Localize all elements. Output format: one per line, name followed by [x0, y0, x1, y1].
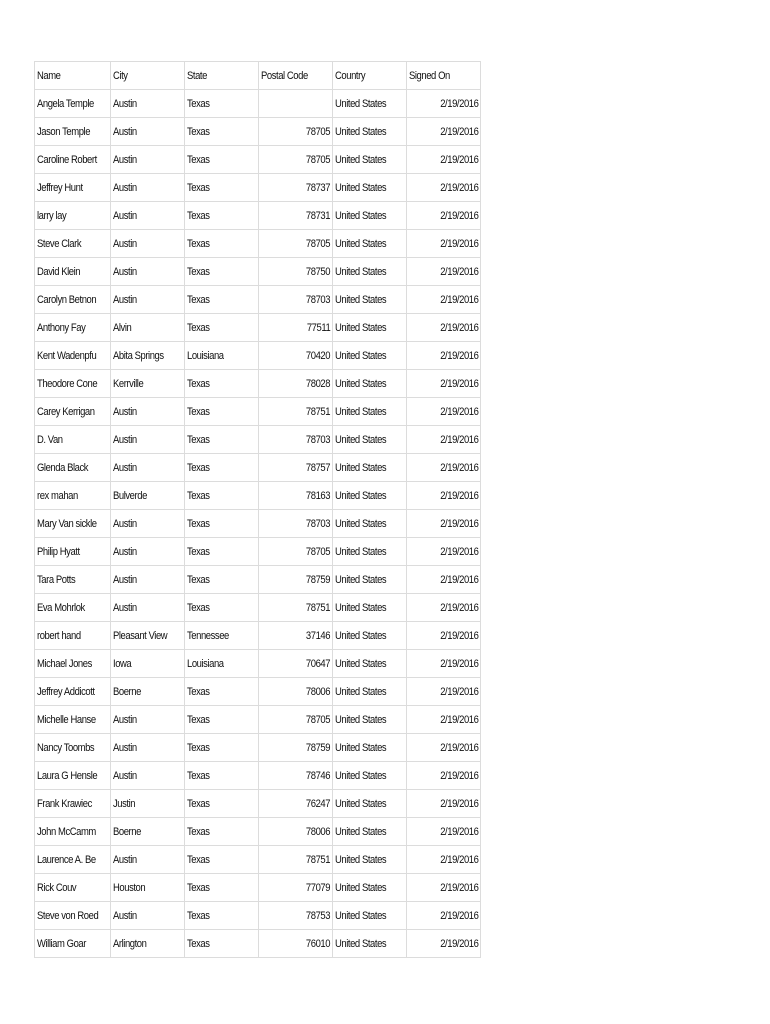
cell-city[interactable]: Austin — [111, 118, 185, 146]
table-row — [35, 930, 481, 958]
column-header-state[interactable]: State — [185, 62, 259, 90]
table-row — [35, 790, 481, 818]
column-header-signed-on[interactable]: Signed On — [407, 62, 481, 90]
cell-country[interactable]: United States — [333, 538, 407, 566]
cell-postal-code[interactable]: 78163 — [259, 482, 333, 510]
cell-country[interactable]: United States — [333, 650, 407, 678]
cell-name[interactable]: Jeffrey Hunt — [35, 174, 111, 202]
cell-country[interactable]: United States — [333, 930, 407, 958]
cell-signed-on[interactable]: 2/19/2016 — [407, 734, 481, 762]
cell-country[interactable]: United States — [333, 174, 407, 202]
table-row — [35, 538, 481, 566]
cell-name[interactable]: Frank Krawiec — [35, 790, 111, 818]
cell-city[interactable]: Austin — [111, 202, 185, 230]
cell-city[interactable]: Kerrville — [111, 370, 185, 398]
cell-state[interactable]: Texas — [185, 482, 259, 510]
cell-city[interactable]: Iowa — [111, 650, 185, 678]
cell-state[interactable]: Texas — [185, 706, 259, 734]
cell-state[interactable]: Texas — [185, 930, 259, 958]
cell-state[interactable]: Texas — [185, 678, 259, 706]
cell-city[interactable]: Austin — [111, 454, 185, 482]
cell-country[interactable]: United States — [333, 678, 407, 706]
cell-signed-on[interactable]: 2/19/2016 — [407, 482, 481, 510]
cell-state[interactable]: Texas — [185, 538, 259, 566]
cell-country[interactable]: United States — [333, 202, 407, 230]
cell-signed-on[interactable]: 2/19/2016 — [407, 902, 481, 930]
cell-country[interactable]: United States — [333, 314, 407, 342]
cell-postal-code[interactable]: 78705 — [259, 230, 333, 258]
cell-signed-on[interactable]: 2/19/2016 — [407, 314, 481, 342]
cell-signed-on[interactable]: 2/19/2016 — [407, 930, 481, 958]
cell-name[interactable]: John McCamm — [35, 818, 111, 846]
cell-country[interactable]: United States — [333, 342, 407, 370]
table-row — [35, 706, 481, 734]
cell-name[interactable]: Jason Temple — [35, 118, 111, 146]
column-header-country[interactable]: Country — [333, 62, 407, 90]
table-row — [35, 566, 481, 594]
cell-name[interactable]: Laurence A. Be — [35, 846, 111, 874]
cell-signed-on[interactable]: 2/19/2016 — [407, 846, 481, 874]
cell-signed-on[interactable]: 2/19/2016 — [407, 90, 481, 118]
cell-postal-code[interactable]: 78746 — [259, 762, 333, 790]
cell-city[interactable]: Boerne — [111, 818, 185, 846]
cell-postal-code[interactable]: 78737 — [259, 174, 333, 202]
cell-signed-on[interactable]: 2/19/2016 — [407, 650, 481, 678]
cell-name[interactable]: Jeffrey Addicott — [35, 678, 111, 706]
cell-signed-on[interactable]: 2/19/2016 — [407, 594, 481, 622]
cell-state[interactable]: Texas — [185, 202, 259, 230]
cell-state[interactable]: Louisiana — [185, 650, 259, 678]
cell-city[interactable]: Houston — [111, 874, 185, 902]
table-row — [35, 734, 481, 762]
cell-name[interactable]: Michael Jones — [35, 650, 111, 678]
cell-postal-code[interactable]: 78006 — [259, 818, 333, 846]
cell-state[interactable]: Texas — [185, 314, 259, 342]
cell-country[interactable]: United States — [333, 566, 407, 594]
table-row — [35, 202, 481, 230]
cell-name[interactable]: Anthony Fay — [35, 314, 111, 342]
cell-postal-code[interactable]: 37146 — [259, 622, 333, 650]
cell-city[interactable]: Bulverde — [111, 482, 185, 510]
cell-name[interactable]: Laura G Hensle — [35, 762, 111, 790]
column-header-city[interactable]: City — [111, 62, 185, 90]
cell-country[interactable]: United States — [333, 706, 407, 734]
cell-state[interactable]: Texas — [185, 454, 259, 482]
cell-state[interactable]: Texas — [185, 818, 259, 846]
cell-state[interactable]: Louisiana — [185, 342, 259, 370]
cell-signed-on[interactable]: 2/19/2016 — [407, 678, 481, 706]
cell-state[interactable]: Texas — [185, 398, 259, 426]
cell-state[interactable]: Texas — [185, 762, 259, 790]
cell-state[interactable]: Texas — [185, 510, 259, 538]
cell-signed-on[interactable]: 2/19/2016 — [407, 174, 481, 202]
cell-city[interactable]: Austin — [111, 846, 185, 874]
cell-state[interactable]: Texas — [185, 230, 259, 258]
cell-city[interactable]: Austin — [111, 426, 185, 454]
cell-postal-code[interactable]: 78703 — [259, 286, 333, 314]
cell-signed-on[interactable]: 2/19/2016 — [407, 230, 481, 258]
cell-state[interactable]: Texas — [185, 146, 259, 174]
cell-state[interactable]: Texas — [185, 790, 259, 818]
cell-postal-code[interactable]: 76010 — [259, 930, 333, 958]
cell-city[interactable]: Austin — [111, 566, 185, 594]
cell-postal-code[interactable]: 77079 — [259, 874, 333, 902]
cell-state[interactable]: Texas — [185, 90, 259, 118]
cell-state[interactable]: Texas — [185, 286, 259, 314]
cell-name[interactable]: rex mahan — [35, 482, 111, 510]
cell-signed-on[interactable]: 2/19/2016 — [407, 146, 481, 174]
table-row — [35, 286, 481, 314]
cell-name[interactable]: Rick Couv — [35, 874, 111, 902]
cell-city[interactable]: Austin — [111, 230, 185, 258]
cell-postal-code[interactable]: 78751 — [259, 594, 333, 622]
cell-state[interactable]: Texas — [185, 902, 259, 930]
table-row — [35, 146, 481, 174]
cell-country[interactable]: United States — [333, 902, 407, 930]
cell-country[interactable]: United States — [333, 426, 407, 454]
cell-name[interactable]: Angela Temple — [35, 90, 111, 118]
cell-name[interactable]: Steve von Roed — [35, 902, 111, 930]
cell-city[interactable]: Abita Springs — [111, 342, 185, 370]
column-header-name[interactable]: Name — [35, 62, 111, 90]
cell-signed-on[interactable]: 2/19/2016 — [407, 426, 481, 454]
spreadsheet-sheet — [34, 61, 481, 958]
cell-name[interactable]: D. Van — [35, 426, 111, 454]
cell-name[interactable]: Kent Wadenpfu — [35, 342, 111, 370]
cell-state[interactable]: Texas — [185, 874, 259, 902]
table-row — [35, 622, 481, 650]
table-row — [35, 174, 481, 202]
cell-postal-code[interactable]: 78705 — [259, 538, 333, 566]
cell-city[interactable]: Austin — [111, 510, 185, 538]
cell-signed-on[interactable]: 2/19/2016 — [407, 454, 481, 482]
cell-country[interactable]: United States — [333, 846, 407, 874]
cell-name[interactable]: Eva Mohrlok — [35, 594, 111, 622]
cell-name[interactable]: Michelle Hanse — [35, 706, 111, 734]
cell-city[interactable]: Austin — [111, 902, 185, 930]
cell-signed-on[interactable]: 2/19/2016 — [407, 118, 481, 146]
cell-postal-code[interactable]: 78703 — [259, 426, 333, 454]
cell-city[interactable]: Austin — [111, 90, 185, 118]
cell-postal-code[interactable]: 76247 — [259, 790, 333, 818]
cell-city[interactable]: Arlington — [111, 930, 185, 958]
cell-signed-on[interactable]: 2/19/2016 — [407, 566, 481, 594]
cell-signed-on[interactable]: 2/19/2016 — [407, 762, 481, 790]
cell-signed-on[interactable]: 2/19/2016 — [407, 510, 481, 538]
cell-country[interactable]: United States — [333, 790, 407, 818]
cell-state[interactable]: Texas — [185, 174, 259, 202]
table-row — [35, 846, 481, 874]
cell-country[interactable]: United States — [333, 594, 407, 622]
cell-city[interactable]: Austin — [111, 174, 185, 202]
cell-name[interactable]: Philip Hyatt — [35, 538, 111, 566]
cell-country[interactable]: United States — [333, 482, 407, 510]
cell-postal-code[interactable]: 78751 — [259, 846, 333, 874]
header-row — [35, 62, 481, 90]
cell-signed-on[interactable]: 2/19/2016 — [407, 202, 481, 230]
cell-country[interactable]: United States — [333, 370, 407, 398]
cell-city[interactable]: Austin — [111, 594, 185, 622]
cell-country[interactable]: United States — [333, 454, 407, 482]
cell-signed-on[interactable]: 2/19/2016 — [407, 258, 481, 286]
cell-signed-on[interactable]: 2/19/2016 — [407, 874, 481, 902]
cell-city[interactable]: Austin — [111, 762, 185, 790]
cell-city[interactable]: Boerne — [111, 678, 185, 706]
cell-postal-code[interactable]: 70420 — [259, 342, 333, 370]
signers-table — [34, 61, 481, 958]
cell-country[interactable]: United States — [333, 286, 407, 314]
cell-country[interactable]: United States — [333, 874, 407, 902]
cell-postal-code[interactable]: 78757 — [259, 454, 333, 482]
cell-country[interactable]: United States — [333, 398, 407, 426]
table-row — [35, 762, 481, 790]
table-row — [35, 342, 481, 370]
cell-country[interactable]: United States — [333, 622, 407, 650]
cell-signed-on[interactable]: 2/19/2016 — [407, 342, 481, 370]
table-row — [35, 370, 481, 398]
cell-city[interactable]: Justin — [111, 790, 185, 818]
cell-name[interactable]: larry lay — [35, 202, 111, 230]
cell-city[interactable]: Austin — [111, 538, 185, 566]
cell-name[interactable]: Glenda Black — [35, 454, 111, 482]
cell-name[interactable]: Theodore Cone — [35, 370, 111, 398]
cell-city[interactable]: Austin — [111, 706, 185, 734]
table-row — [35, 258, 481, 286]
cell-city[interactable]: Alvin — [111, 314, 185, 342]
cell-postal-code[interactable]: 78753 — [259, 902, 333, 930]
cell-country[interactable]: United States — [333, 734, 407, 762]
cell-country[interactable]: United States — [333, 258, 407, 286]
cell-postal-code[interactable]: 78759 — [259, 566, 333, 594]
cell-postal-code[interactable] — [259, 90, 333, 118]
cell-city[interactable]: Austin — [111, 734, 185, 762]
table-row — [35, 454, 481, 482]
table-row — [35, 426, 481, 454]
table-row — [35, 902, 481, 930]
cell-state[interactable]: Texas — [185, 846, 259, 874]
table-row — [35, 230, 481, 258]
cell-state[interactable]: Texas — [185, 594, 259, 622]
cell-name[interactable]: Carey Kerrigan — [35, 398, 111, 426]
cell-state[interactable]: Texas — [185, 566, 259, 594]
cell-country[interactable]: United States — [333, 762, 407, 790]
cell-signed-on[interactable]: 2/19/2016 — [407, 398, 481, 426]
cell-postal-code[interactable]: 78006 — [259, 678, 333, 706]
table-row — [35, 874, 481, 902]
cell-postal-code[interactable]: 78705 — [259, 146, 333, 174]
cell-postal-code[interactable]: 78028 — [259, 370, 333, 398]
table-row — [35, 510, 481, 538]
cell-postal-code[interactable]: 78705 — [259, 706, 333, 734]
cell-postal-code[interactable]: 78750 — [259, 258, 333, 286]
cell-city[interactable]: Pleasant View — [111, 622, 185, 650]
cell-city[interactable]: Austin — [111, 398, 185, 426]
column-header-postal-code[interactable]: Postal Code — [259, 62, 333, 90]
table-row — [35, 678, 481, 706]
cell-country[interactable]: United States — [333, 146, 407, 174]
table-row — [35, 398, 481, 426]
cell-city[interactable]: Austin — [111, 286, 185, 314]
cell-country[interactable]: United States — [333, 118, 407, 146]
cell-postal-code[interactable]: 77511 — [259, 314, 333, 342]
cell-postal-code[interactable]: 70647 — [259, 650, 333, 678]
cell-city[interactable]: Austin — [111, 146, 185, 174]
cell-signed-on[interactable]: 2/19/2016 — [407, 622, 481, 650]
cell-state[interactable]: Texas — [185, 426, 259, 454]
cell-state[interactable]: Texas — [185, 734, 259, 762]
table-row — [35, 482, 481, 510]
cell-country[interactable]: United States — [333, 230, 407, 258]
cell-postal-code[interactable]: 78703 — [259, 510, 333, 538]
cell-name[interactable]: Steve Clark — [35, 230, 111, 258]
cell-name[interactable]: Carolyn Betnon — [35, 286, 111, 314]
cell-country[interactable]: United States — [333, 510, 407, 538]
cell-postal-code[interactable]: 78731 — [259, 202, 333, 230]
cell-country[interactable]: United States — [333, 90, 407, 118]
cell-signed-on[interactable]: 2/19/2016 — [407, 286, 481, 314]
table-row — [35, 118, 481, 146]
cell-name[interactable]: David Klein — [35, 258, 111, 286]
table-row — [35, 314, 481, 342]
cell-name[interactable]: Caroline Robert — [35, 146, 111, 174]
cell-postal-code[interactable]: 78705 — [259, 118, 333, 146]
cell-name[interactable]: Tara Potts — [35, 566, 111, 594]
table-row — [35, 650, 481, 678]
cell-signed-on[interactable]: 2/19/2016 — [407, 818, 481, 846]
cell-signed-on[interactable]: 2/19/2016 — [407, 370, 481, 398]
cell-name[interactable]: robert hand — [35, 622, 111, 650]
cell-city[interactable]: Austin — [111, 258, 185, 286]
cell-state[interactable]: Texas — [185, 118, 259, 146]
cell-name[interactable]: Mary Van sickle — [35, 510, 111, 538]
cell-signed-on[interactable]: 2/19/2016 — [407, 790, 481, 818]
table-row — [35, 818, 481, 846]
cell-name[interactable]: William Goar — [35, 930, 111, 958]
cell-signed-on[interactable]: 2/19/2016 — [407, 706, 481, 734]
table-row — [35, 594, 481, 622]
cell-name[interactable]: Nancy Toombs — [35, 734, 111, 762]
cell-state[interactable]: Tennessee — [185, 622, 259, 650]
table-row — [35, 90, 481, 118]
cell-country[interactable]: United States — [333, 818, 407, 846]
cell-postal-code[interactable]: 78759 — [259, 734, 333, 762]
cell-state[interactable]: Texas — [185, 370, 259, 398]
cell-postal-code[interactable]: 78751 — [259, 398, 333, 426]
cell-state[interactable]: Texas — [185, 258, 259, 286]
cell-signed-on[interactable]: 2/19/2016 — [407, 538, 481, 566]
